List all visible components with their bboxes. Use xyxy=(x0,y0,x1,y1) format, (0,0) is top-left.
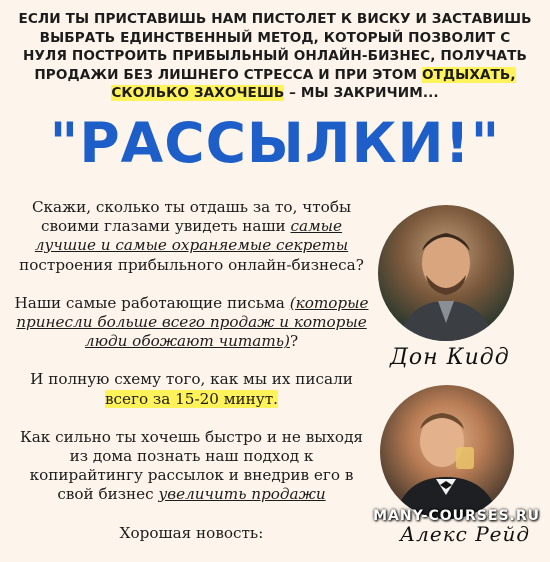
paragraph-1 xyxy=(14,198,369,275)
body-text xyxy=(14,198,369,562)
p2-italic: (которые принесли больше всего продаж и которые люди обожают читать) xyxy=(16,293,369,351)
p1-text: Скажи, сколько ты отдашь за то, чтобы своими глазами увидеть наши xyxy=(31,198,352,236)
p4-text: Как сильно ты хочешь быстро и не выходя из дома познать наш подход к копирайтингу рассылок и внедрив его в свой бизнес xyxy=(19,427,364,504)
p3-highlight: всего за 15-20 минут. xyxy=(105,389,278,408)
intro-part2: – МЫ ЗАКРИЧИМ... xyxy=(284,85,439,101)
person-silhouette-icon xyxy=(378,205,514,341)
intro-highlight: ОТДЫХАТЬ, СКОЛЬКО ЗАХОЧЕШЬ xyxy=(111,66,516,101)
author-photo-alex xyxy=(380,385,514,519)
paragraph-3 xyxy=(14,370,369,408)
intro-part1: ЕСЛИ ТЫ ПРИСТАВИШЬ НАМ ПИСТОЛЕТ К ВИСКУ И ЗАСТАВИШЬ ВЫБРАТЬ ЕДИНСТВЕННЫЙ МЕТОД, КОТОРЫЙ ПОЗВОЛИТ С НУЛЯ ПОСТРОИТЬ ПРИБЫЛЬНЫЙ ОНЛАЙН-БИЗНЕС, ПОЛУЧАТЬ ПРОДАЖИ БЕЗ ЛИШНЕГО СТРЕССА И ПРИ ЭТОМ xyxy=(18,11,532,83)
p1-text-end: построения прибыльного онлайн-бизнеса? xyxy=(19,255,364,274)
signature-don: Дон Кидд xyxy=(390,345,510,370)
p2-text-end: ? xyxy=(289,332,299,351)
person-silhouette-icon xyxy=(380,385,514,519)
paragraph-4 xyxy=(14,428,369,505)
watermark: MANY-COURSES.RU xyxy=(373,508,540,524)
p1-link[interactable]: самые лучшие и самые охраняемые секреты xyxy=(34,217,349,255)
signature-alex: Алекс Рейд xyxy=(400,522,531,546)
p3-text: И полную схему того, как мы их писали xyxy=(30,370,353,389)
author-photo-don xyxy=(378,205,514,341)
headline: "РАССЫЛКИ!" xyxy=(49,111,501,175)
paragraph-2 xyxy=(14,294,369,352)
paragraph-5: Хорошая новость: xyxy=(119,523,264,542)
p2-text: Наши самые работающие письма xyxy=(14,293,290,312)
intro-text xyxy=(18,10,532,103)
p4-link[interactable]: увеличить продажи xyxy=(158,485,326,504)
